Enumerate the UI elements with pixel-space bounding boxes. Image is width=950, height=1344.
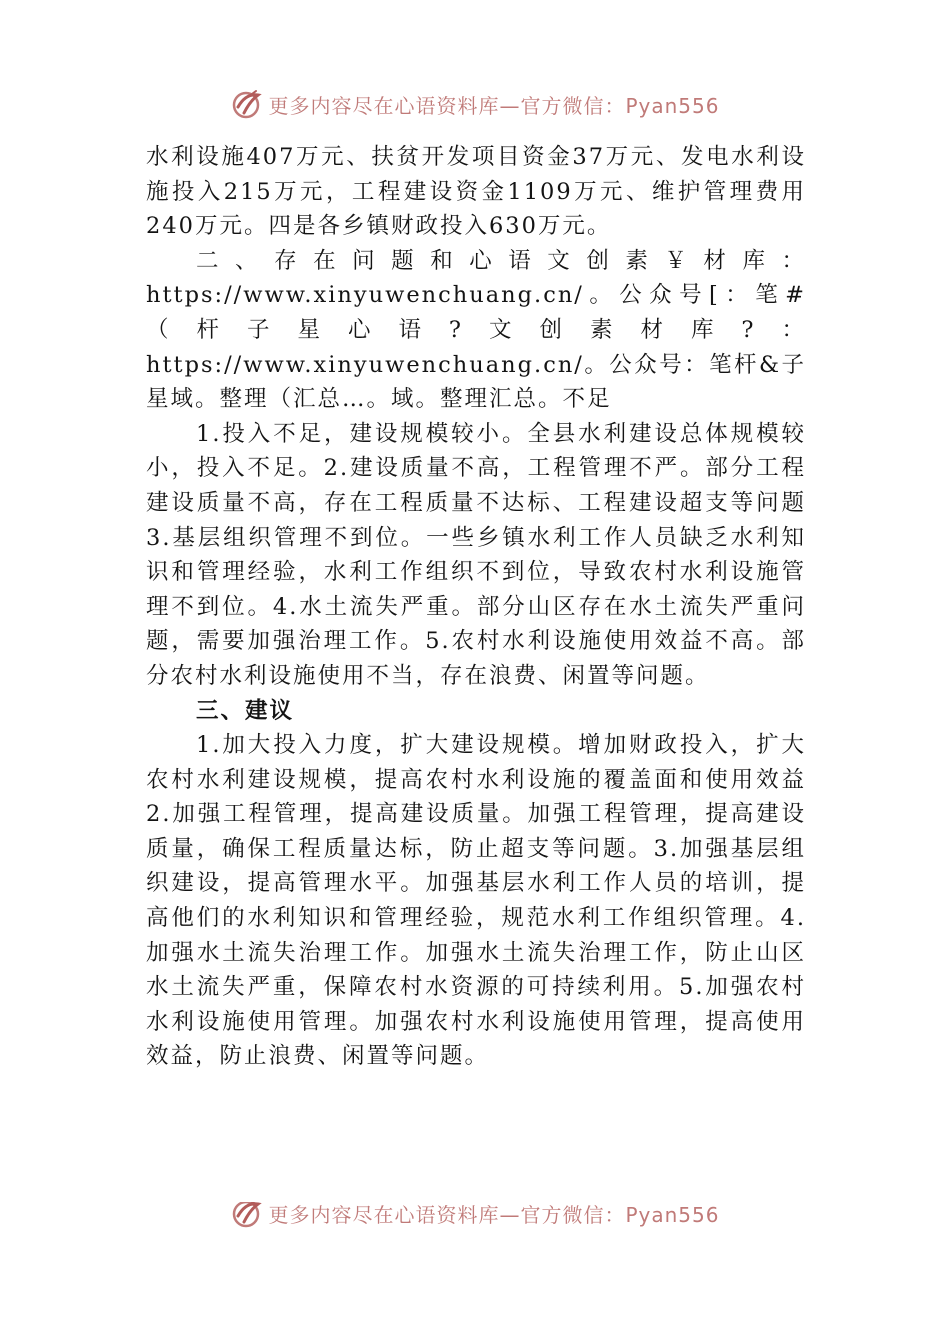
paragraph: 1.加大投入力度，扩大建设规模。增加财政投入，扩大农村水利建设规模，提高农村水利设施的覆盖面和使用效益2.加强工程管理，提高建设质量。加强工程管理，提高建设质量，确保工程质量达标，防止超支等问题。3.加强基层组织建设，提高管理水平。加强基层水利工作人员的培训，提高他们的水利知识和管理经验，规范水利工作组织管理。4.加强水土流失治理工作。加强水土流失治理工作，防止山区水土流失严重，保障农村水资源的可持续利用。5.加强农村水利设施使用管理。加强农村水利设施使用管理，提高使用效益，防止浪费、闲置等问题。 — [146, 732, 806, 1070]
header-watermark — [0, 84, 950, 124]
paragraph: 1.投入不足，建设规模较小。全县水利建设总体规模较小，投入不足。2.建设质量不高，工程管理不严。部分工程建设质量不高，存在工程质量不达标、工程建设超支等问题3.基层组织管理不到位。一些乡镇水利工作人员缺乏水利知识和管理经验，水利工作组织不到位，导致农村水利设施管理不到位。4.水土流失严重。部分山区存在水土流失严重问题，需要加强治理工作。5.农村水利设施使用效益不高。部分农村水利设施使用不当，存在浪费、闲置等问题。 — [146, 420, 806, 689]
section-heading: 三、建议 — [196, 697, 295, 724]
footer-watermark-text: 更多内容尽在心语资料库—官方微信：Pyan556 — [268, 1202, 720, 1227]
brand-logo-icon — [230, 1202, 264, 1230]
brand-logo-icon — [230, 87, 264, 121]
footer-watermark — [0, 1202, 950, 1238]
header-watermark-text: 更多内容尽在心语资料库—官方微信：Pyan556 — [268, 93, 720, 118]
paragraph: 水利设施407万元、扶贫开发项目资金37万元、发电水利设施投入215万元，工程建设资金1109万元、维护管理费用240万元。四是各乡镇财政投入630万元。 — [146, 144, 806, 240]
paragraph: 二、存在问题和心语文创素￥材库：https://www.xinyuwenchuang.cn/。公众号[：笔#（杆子星心语?文创素材库?：https://www.xinyuwenchuang.cn/。公众号：笔杆&子星域。整理（汇总…。域。整理汇总。不足 — [146, 247, 806, 413]
document-body — [146, 140, 806, 1074]
